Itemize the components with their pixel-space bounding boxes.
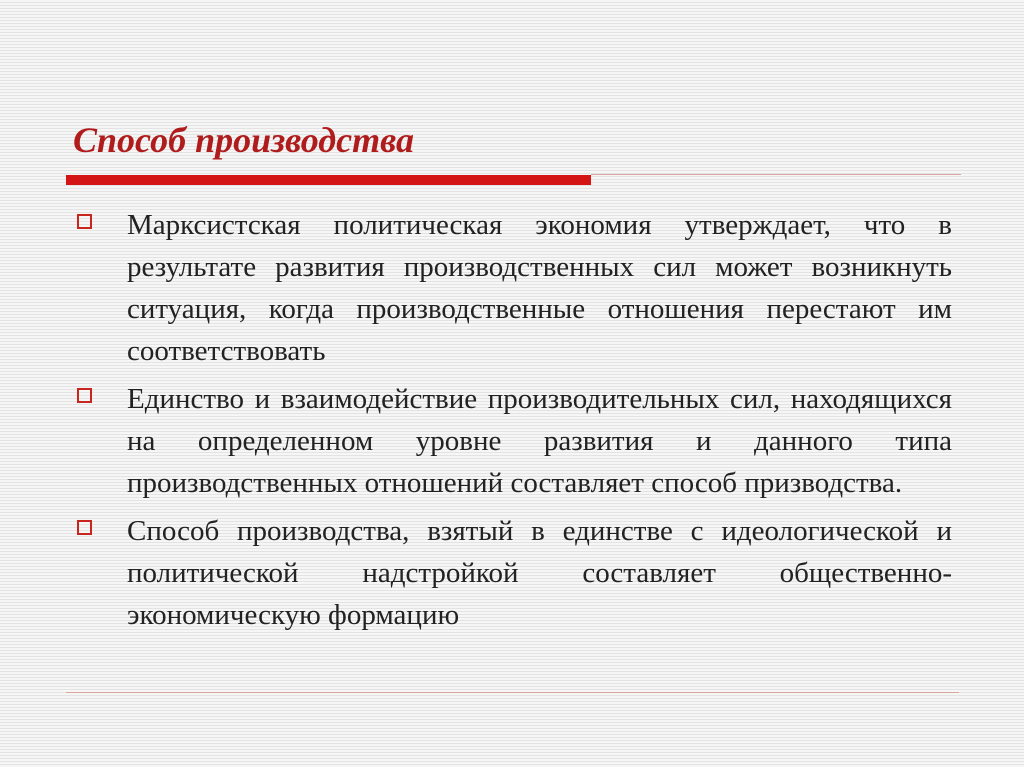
bullet-item xyxy=(70,510,952,636)
bullet-text: Способ производства, взятый в единстве с идеологической и политической надстройкой составляет общественно-экономическую формацию xyxy=(127,515,952,631)
bullet-item xyxy=(70,204,952,372)
slide-title: Способ производства xyxy=(73,120,414,160)
hollow-square-bullet-icon xyxy=(77,388,92,403)
title-underline-thin xyxy=(591,174,961,175)
footer-divider xyxy=(66,692,959,693)
bullet-text: Единство и взаимодействие производительных сил, находящихся на определенном уровне развития и данного типа производственных отношений составляет способ призводства. xyxy=(127,383,952,499)
hollow-square-bullet-icon xyxy=(77,520,92,535)
bullet-text: Марксистская политическая экономия утверждает, что в результате развития производственных сил может возникнуть ситуация, когда производственные отношения перестают им соответствовать xyxy=(127,209,952,367)
bullet-list xyxy=(70,204,952,642)
title-underline-thick xyxy=(66,175,591,185)
hollow-square-bullet-icon xyxy=(77,214,92,229)
bullet-item xyxy=(70,378,952,504)
